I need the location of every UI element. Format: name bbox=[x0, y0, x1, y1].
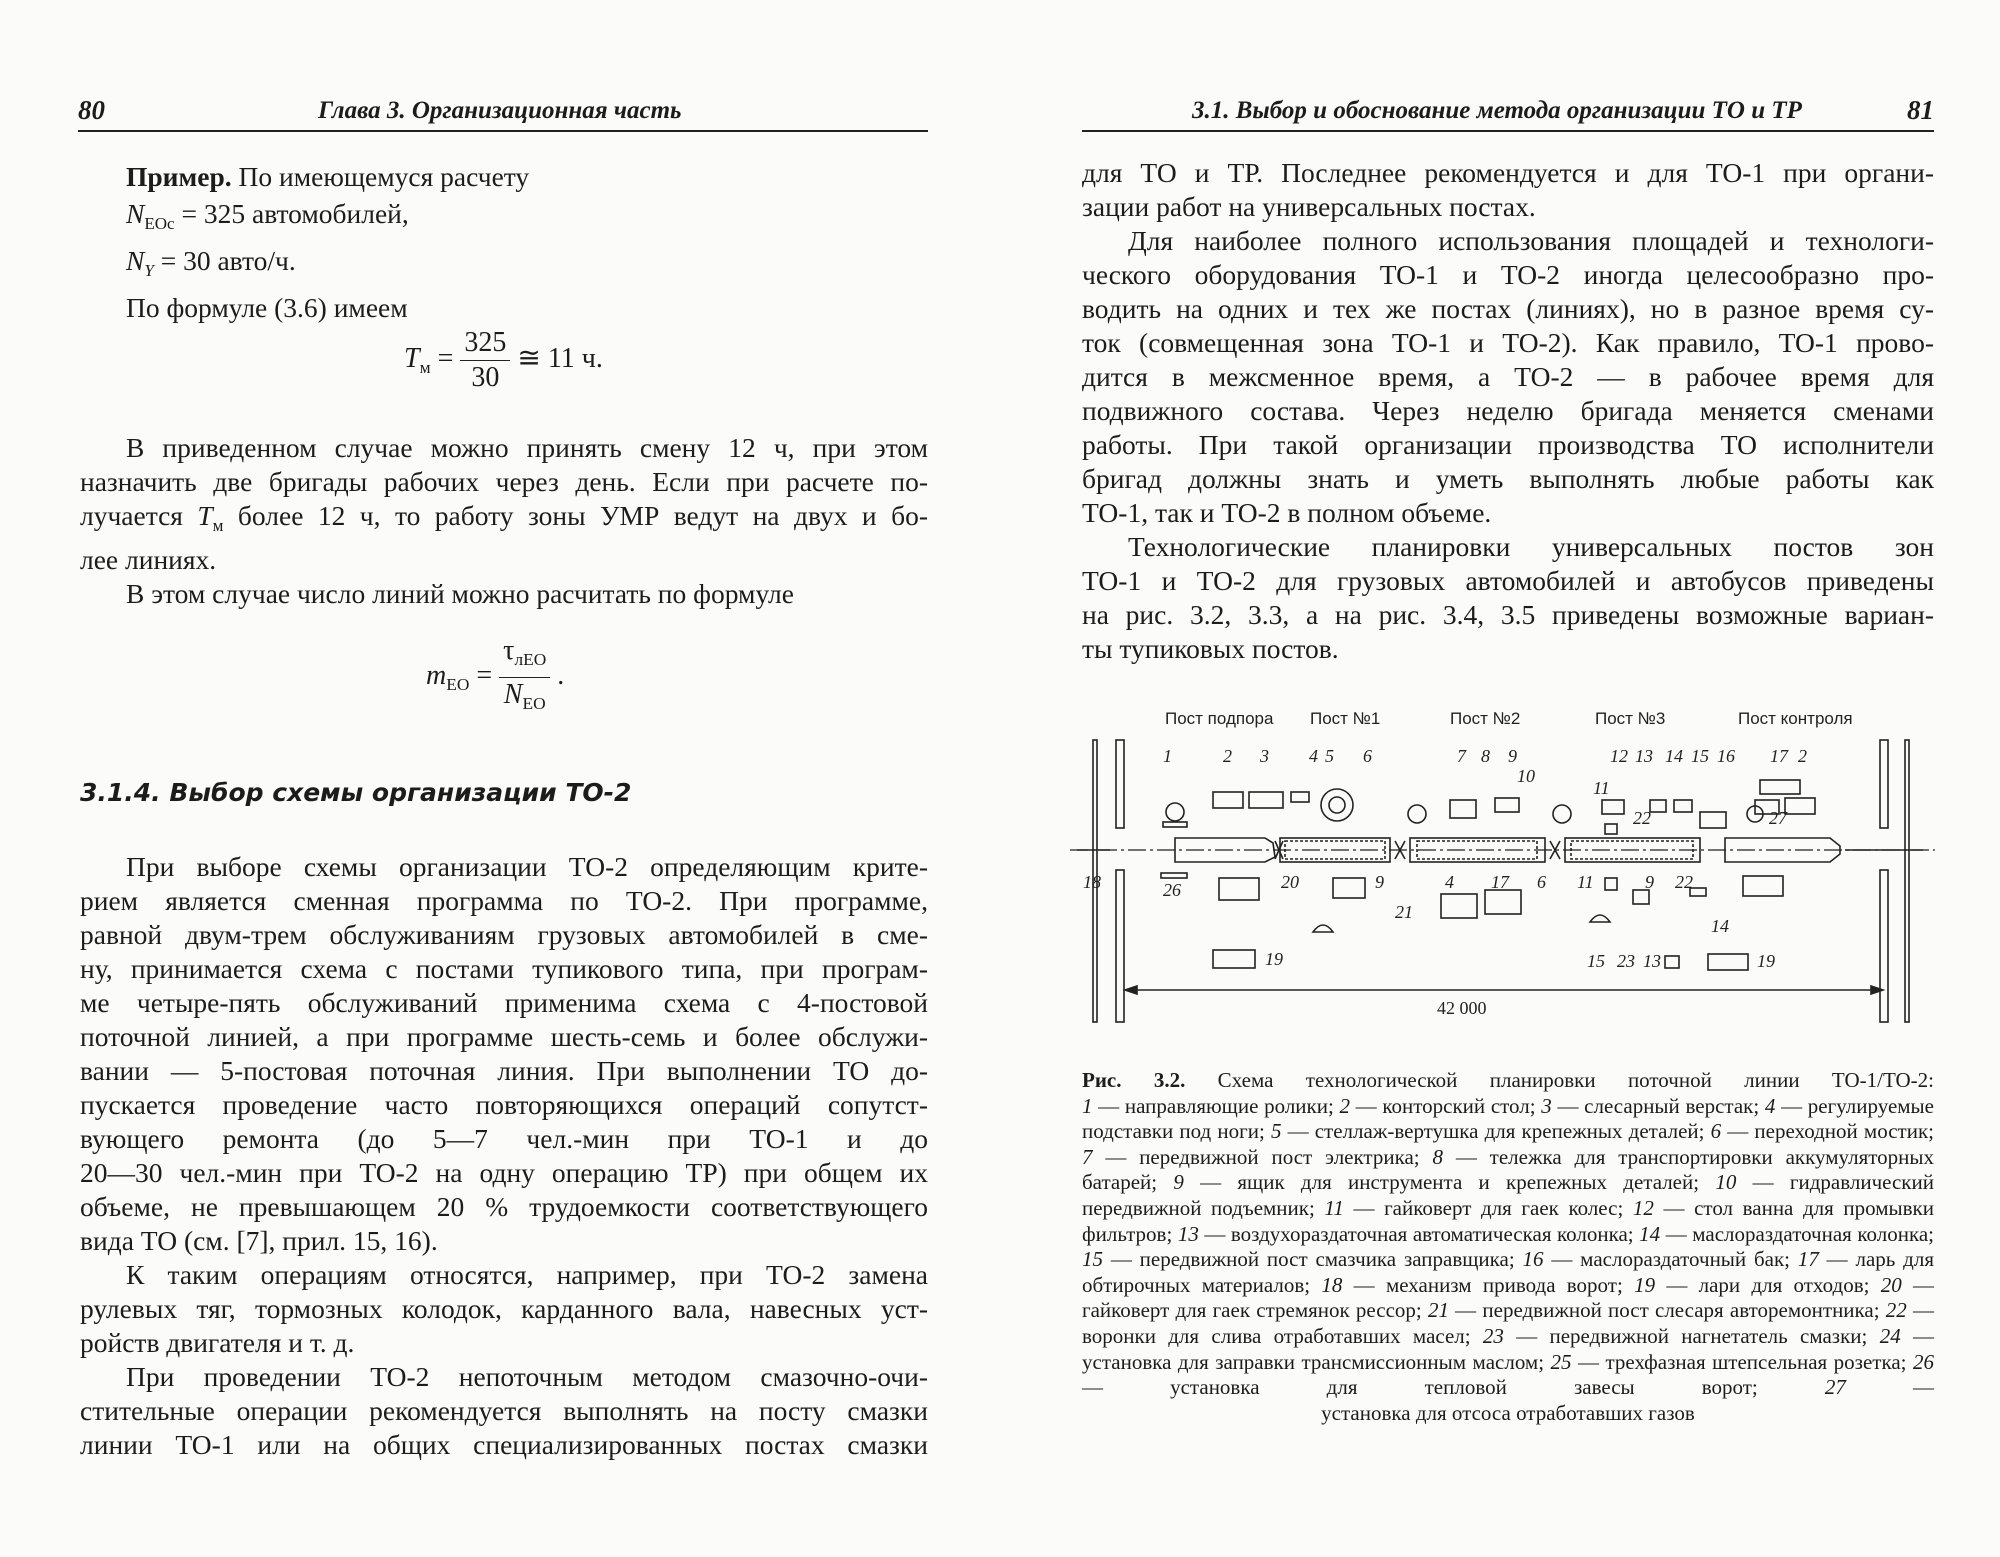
caption-item-number: 25 bbox=[1550, 1349, 1572, 1374]
bin-lower-left bbox=[1219, 878, 1259, 900]
item-lower-a bbox=[1333, 878, 1365, 898]
text-line: ну, принимается схема с постами тупикового типа, при програм- bbox=[80, 953, 928, 984]
wrench-lower bbox=[1605, 878, 1617, 890]
callout-19: 19 bbox=[1265, 949, 1283, 969]
para2: В этом случае число линий можно расчитать по формуле bbox=[126, 577, 794, 609]
post-label-3: Пост №3 bbox=[1595, 709, 1666, 728]
text-line: ты тупиковых постов. bbox=[1082, 633, 1339, 664]
caption-item-number: 8 bbox=[1432, 1144, 1443, 1169]
caption-item-number: 10 bbox=[1715, 1170, 1737, 1195]
callout-4: 4 bbox=[1309, 746, 1318, 766]
caption-item-number: 18 bbox=[1321, 1272, 1343, 1297]
paragraph-shift bbox=[80, 431, 928, 611]
section-title: 3.1.4. Выбор схемы организации ТО-2 bbox=[80, 778, 632, 807]
text-line: пускается проведение часто повторяющихся операций сопутст- bbox=[80, 1089, 928, 1120]
example-intro: По имеющемуся расчету bbox=[231, 161, 530, 192]
para1-line3 bbox=[80, 499, 928, 543]
caption-item-number: 16 bbox=[1522, 1247, 1544, 1272]
caption-text bbox=[1082, 1068, 1934, 1401]
caption-item-text: — ларь для обтирочных материалов; bbox=[1082, 1247, 1935, 1297]
figure-caption bbox=[1082, 1068, 1934, 1426]
wrench-11 bbox=[1605, 824, 1617, 834]
caption-item-number: 4 bbox=[1764, 1093, 1776, 1118]
callout-23: 23 bbox=[1617, 951, 1635, 971]
callout-7: 7 bbox=[1457, 746, 1466, 766]
bin-lower-right bbox=[1743, 876, 1783, 896]
caption-item-text: — воздухораздаточная автоматическая колонка; bbox=[1198, 1221, 1640, 1246]
caption-item-number: 1 bbox=[1082, 1093, 1093, 1118]
text-line: ческого оборудования ТО-1 и ТО-2 иногда целесообразно про- bbox=[1082, 259, 1934, 290]
text-line: работы. При такой организации производства ТО исполнители bbox=[1082, 429, 1934, 460]
text-line: ройств двигателя и т. д. bbox=[80, 1327, 355, 1358]
ny-subscript: Y bbox=[144, 260, 154, 280]
callout-15b: 15 bbox=[1587, 951, 1605, 971]
caption-item-number: 7 bbox=[1082, 1144, 1093, 1169]
caption-item-number: 14 bbox=[1639, 1221, 1661, 1246]
paragraph-lubrication bbox=[80, 1360, 928, 1462]
paragraph-universal-posts bbox=[1082, 156, 1934, 224]
callout-10: 10 bbox=[1517, 766, 1535, 786]
caption-item-text: — установка для заправки трансмиссионным маслом; bbox=[1082, 1323, 1934, 1374]
caption-item-text: — маслораздаточный бак; bbox=[1543, 1247, 1798, 1272]
caption-item-number: 13 bbox=[1177, 1221, 1199, 1246]
meo-denominator bbox=[499, 678, 550, 721]
caption-item-text: — передвижной пост электрика; bbox=[1092, 1144, 1433, 1169]
meo-fraction bbox=[499, 634, 550, 721]
text-line: водить на одних и тех же постах (линиях), но в разное время су- bbox=[1082, 293, 1934, 324]
callout-13b: 13 bbox=[1643, 951, 1661, 971]
meo-den-sub: EO bbox=[522, 694, 546, 714]
tm-equals: = bbox=[430, 342, 461, 374]
text-line: стительные операции рекомендуется выполнять на посту смазки bbox=[80, 1395, 928, 1426]
callout-1: 1 bbox=[1163, 746, 1172, 766]
waste-bin-1 bbox=[1213, 950, 1255, 968]
caption-item-number: 26 bbox=[1913, 1349, 1934, 1374]
callout-26: 26 bbox=[1163, 880, 1181, 900]
right-running-header bbox=[1082, 92, 1934, 132]
caption-item-text: — маслораздаточная колонка; bbox=[1660, 1221, 1934, 1246]
mechanic-post bbox=[1441, 894, 1477, 918]
post-label-control: Пост контроля bbox=[1738, 709, 1853, 728]
meo-num-symbol: τ bbox=[503, 635, 515, 666]
text-line: Технологические планировки универсальных постов зон bbox=[1128, 531, 1934, 562]
callout-9c: 9 bbox=[1645, 872, 1654, 892]
example-block bbox=[126, 158, 926, 326]
electric-post bbox=[1450, 800, 1476, 818]
paragraph-layouts bbox=[1082, 530, 1934, 666]
right-wall-bottom bbox=[1880, 870, 1888, 1022]
paragraph-operations bbox=[80, 1258, 928, 1360]
callout-3: 3 bbox=[1260, 746, 1269, 766]
text-line: ТО-1 и ТО-2 для грузовых автомобилей и автобусов приведены bbox=[1082, 565, 1934, 596]
guide-roller-bottom bbox=[1161, 873, 1187, 878]
ny-value: = 30 авто/ч. bbox=[153, 244, 296, 276]
tm-variable: T bbox=[404, 342, 420, 374]
caption-item-number: 19 bbox=[1634, 1272, 1656, 1297]
caption-item-number: 5 bbox=[1270, 1119, 1282, 1144]
filter-wash-table bbox=[1602, 800, 1624, 814]
desk-top bbox=[1213, 792, 1243, 808]
wiper-bin bbox=[1485, 890, 1521, 914]
air-column-lower bbox=[1665, 956, 1679, 968]
caption-item-number: 22 bbox=[1885, 1298, 1907, 1323]
meo-numerator bbox=[499, 634, 550, 678]
rack-rotary bbox=[1321, 789, 1353, 821]
caption-item-text: — воронки для слива отработавших масел; bbox=[1082, 1298, 1935, 1348]
tm-denominator: 30 bbox=[471, 362, 500, 393]
caption-item-number: 2 bbox=[1339, 1093, 1350, 1118]
callout-6b: 6 bbox=[1537, 872, 1546, 892]
caption-item-text: — передвижной пост слесаря авторемонтника; bbox=[1448, 1298, 1886, 1323]
callout-22: 22 bbox=[1633, 808, 1651, 828]
flow-line-layout-diagram bbox=[1065, 700, 1945, 1040]
oil-column bbox=[1674, 800, 1692, 812]
para1-line3-var: T bbox=[197, 500, 213, 531]
meo-tail: . bbox=[550, 659, 565, 691]
right-body-text bbox=[1082, 156, 1934, 666]
caption-item-text: — механизм привода ворот; bbox=[1342, 1272, 1635, 1297]
hood-symbol-2 bbox=[1590, 915, 1610, 922]
text-line: Для наиболее полного использования площадей и технологи- bbox=[1128, 225, 1934, 256]
callout-17: 17 bbox=[1770, 746, 1788, 766]
left-wall-top bbox=[1116, 740, 1124, 828]
text-line: линии ТО-1 или на общих специализированных постах смазки bbox=[80, 1429, 928, 1460]
caption-item-text: — регулируемые подставки под ноги; bbox=[1082, 1093, 1934, 1144]
para1-line3-sub: м bbox=[212, 515, 224, 535]
dimension-label: 42 000 bbox=[1437, 998, 1487, 1018]
left-page-number: 80 bbox=[78, 95, 105, 125]
tm-result: ≅ 11 ч. bbox=[510, 342, 603, 374]
round-item-3 bbox=[1553, 805, 1571, 823]
para1-line3-pre: лучается bbox=[80, 500, 198, 531]
caption-item-text: — слесарный верстак; bbox=[1551, 1093, 1765, 1118]
caption-label: Рис. 3.2. bbox=[1082, 1068, 1186, 1092]
callout-11: 11 bbox=[1593, 778, 1610, 798]
text-line: ме четыре-пять обслуживаний применима схема с 4-постовой bbox=[80, 987, 928, 1018]
callout-11b: 11 bbox=[1577, 872, 1594, 892]
text-line: рулевых тяг, тормозных колодок, карданного вала, навесных уст- bbox=[80, 1293, 928, 1324]
caption-item-text: — передвижной нагнетатель смазки; bbox=[1503, 1323, 1880, 1348]
paragraph-to2-schema bbox=[80, 850, 928, 1258]
callout-20: 20 bbox=[1281, 872, 1299, 892]
text-line: поточной линией, а при программе шесть-семь и более обслужи- bbox=[80, 1021, 928, 1052]
caption-item-number: 24 bbox=[1879, 1323, 1901, 1348]
callout-14b: 14 bbox=[1711, 916, 1729, 936]
caption-item-number: 3 bbox=[1541, 1093, 1552, 1118]
callout-21: 21 bbox=[1395, 902, 1413, 922]
desk-top-2 bbox=[1785, 798, 1815, 814]
text-line: бригад должны знать и уметь выполнять любые работы как bbox=[1082, 463, 1934, 494]
waste-bin-2 bbox=[1708, 954, 1748, 970]
grease-pump bbox=[1633, 890, 1649, 904]
post-label-1: Пост №1 bbox=[1310, 709, 1381, 728]
callout-16: 16 bbox=[1717, 746, 1735, 766]
text-line: на рис. 3.2, 3.3, а на рис. 3.4, 3.5 приведены возможные вариан- bbox=[1082, 599, 1934, 630]
caption-item-text: — гайковерт для гаек стремянок рессор; bbox=[1082, 1272, 1934, 1323]
example-label: Пример. bbox=[126, 161, 232, 192]
caption-item-text: — конторский стол; bbox=[1350, 1093, 1542, 1118]
callout-2: 2 bbox=[1223, 746, 1232, 766]
formula-tm bbox=[404, 326, 603, 395]
para1-line1: В приведенном случае можно принять смену 12 ч, при этом bbox=[126, 432, 928, 463]
right-wall-outer bbox=[1905, 740, 1909, 1022]
callout-22b: 22 bbox=[1675, 872, 1693, 892]
text-line: ток (совмещенная зона ТО-1 и ТО-2). Как правило, ТО-1 прово- bbox=[1082, 327, 1934, 358]
air-column bbox=[1650, 800, 1666, 812]
text-line: подвижного состава. Через неделю бригада меняется сменами bbox=[1082, 395, 1934, 426]
top-box bbox=[1760, 780, 1800, 794]
caption-item-text: — гидравлический передвижной подъемник; bbox=[1082, 1170, 1934, 1220]
caption-item-number: 15 bbox=[1082, 1247, 1103, 1272]
hood-symbol-1 bbox=[1313, 925, 1333, 932]
tm-subscript: м bbox=[419, 357, 431, 377]
round-item-1 bbox=[1166, 803, 1184, 821]
text-line: При выборе схемы организации ТО-2 определяющим крите- bbox=[126, 851, 928, 882]
text-line: равной двум-трем обслуживаниям грузовых автомобилей в сме- bbox=[80, 919, 928, 950]
caption-title: Схема технологической планировки поточной линии ТО-1/ТО-2: bbox=[1185, 1068, 1934, 1092]
text-line: дится в межсменное время, а ТО-2 — в рабочее время для bbox=[1082, 361, 1934, 392]
neo-value: = 325 автомобилей, bbox=[174, 198, 409, 229]
callout-19b: 19 bbox=[1757, 951, 1775, 971]
caption-item-text: — направляющие ролики; bbox=[1092, 1093, 1340, 1118]
callout-8: 8 bbox=[1481, 746, 1490, 766]
text-line: объеме, не превышающем 20 % трудоемкости соответствующего bbox=[80, 1191, 928, 1222]
text-line: 20—30 чел.-мин при ТО-2 на одну операцию ТР) при общем их bbox=[80, 1157, 928, 1188]
callout-9b: 9 bbox=[1375, 872, 1384, 892]
text-line: для ТО и ТР. Последнее рекомендуется и для ТО-1 при органи- bbox=[1082, 157, 1934, 188]
caption-item-text: — ящик для инструмента и крепежных деталей; bbox=[1183, 1170, 1716, 1195]
post-label-2: Пост №2 bbox=[1450, 709, 1521, 728]
caption-item-number: 6 bbox=[1710, 1119, 1722, 1144]
battery-trolley bbox=[1495, 798, 1519, 812]
guide-roller-top bbox=[1163, 822, 1187, 827]
meo-den-symbol: N bbox=[503, 679, 523, 711]
callout-4b: 4 bbox=[1445, 872, 1454, 892]
caption-item-number: 11 bbox=[1324, 1195, 1344, 1220]
caption-item-text: — установка для тепловой завесы ворот; bbox=[1082, 1375, 1825, 1400]
rack-rotary-inner bbox=[1329, 797, 1345, 813]
round-item-2 bbox=[1408, 805, 1426, 823]
left-running-header bbox=[78, 92, 928, 132]
text-line: К таким операциям относятся, например, при ТО-2 замена bbox=[126, 1259, 928, 1290]
caption-item-text: — стол ванна для промывки фильтров; bbox=[1082, 1195, 1934, 1246]
caption-item-text: — стеллаж-вертушка для крепежных деталей; bbox=[1281, 1119, 1711, 1144]
callout-27: 27 bbox=[1769, 808, 1787, 828]
meo-equals: = bbox=[469, 659, 500, 691]
callout-9: 9 bbox=[1508, 746, 1517, 766]
left-wall-bottom bbox=[1116, 870, 1124, 1022]
meo-subscript: EO bbox=[446, 675, 470, 695]
workbench-top bbox=[1249, 792, 1283, 808]
neo-variable: N bbox=[126, 198, 145, 229]
caption-item-text: — гайковерт для гаек колес; bbox=[1343, 1195, 1633, 1220]
text-line: рием является сменная программа по ТО-2. При программе, bbox=[80, 885, 928, 916]
right-wall-top bbox=[1880, 740, 1888, 828]
tm-numerator: 325 bbox=[460, 326, 510, 361]
para1-line2: назначить две бригады рабочих через день. Если при расчете по- bbox=[80, 466, 928, 497]
caption-item-text: — лари для отходов; bbox=[1655, 1272, 1881, 1297]
caption-last-line: установка для отсоса отработавших газов bbox=[1321, 1400, 1695, 1425]
text-line: вующего ремонта (до 5—7 чел.-мин при ТО-1 и до bbox=[80, 1123, 928, 1154]
caption-item-number: 17 bbox=[1797, 1247, 1819, 1272]
text-line: ТО-1, так и ТО-2 в полном объеме. bbox=[1082, 497, 1492, 528]
formula-meo bbox=[426, 634, 564, 721]
callout-5: 5 bbox=[1325, 746, 1334, 766]
text-line: При проведении ТО-2 непоточным методом смазочно-очи- bbox=[126, 1361, 928, 1392]
lubricator-post bbox=[1700, 812, 1726, 828]
meo-variable: m bbox=[426, 659, 447, 691]
left-page bbox=[0, 0, 990, 1557]
caption-item-text: — тележка для транспортировки аккумуляторных батарей; bbox=[1082, 1144, 1934, 1195]
callout-17b: 17 bbox=[1491, 872, 1509, 892]
left-body-text bbox=[80, 850, 928, 1462]
caption-item-number: 9 bbox=[1173, 1170, 1184, 1195]
para1-line4: лее линиях. bbox=[80, 543, 217, 575]
text-line: вида ТО (см. [7], прил. 15, 16). bbox=[80, 1225, 438, 1256]
callout-12: 12 bbox=[1610, 746, 1628, 766]
right-running-head-title: 3.1. Выбор и обоснование метода организации ТО и ТР bbox=[1192, 97, 1802, 124]
caption-item-number: 12 bbox=[1632, 1195, 1654, 1220]
meo-num-sub: лEO bbox=[514, 650, 547, 670]
para1-line3-post: более 12 ч, то работу зоны УМР ведут на двух и бо- bbox=[223, 500, 928, 531]
caption-item-number: 23 bbox=[1482, 1323, 1504, 1348]
ny-variable: N bbox=[126, 244, 145, 276]
caption-item-text: — трехфазная штепсельная розетка; bbox=[1571, 1349, 1913, 1374]
tm-fraction bbox=[460, 326, 510, 395]
caption-item-number: 21 bbox=[1427, 1298, 1449, 1323]
callout-15: 15 bbox=[1691, 746, 1709, 766]
caption-item-number: 27 bbox=[1824, 1375, 1846, 1400]
paragraph-combined-zone bbox=[1082, 224, 1934, 530]
item-top-a bbox=[1291, 792, 1309, 802]
caption-item-text: — передвижной пост смазчика заправщика; bbox=[1103, 1247, 1523, 1272]
post-label-support: Пост подпора bbox=[1165, 709, 1274, 728]
caption-item-number: 20 bbox=[1880, 1272, 1902, 1297]
neo-subscript: EOc bbox=[144, 213, 175, 233]
callout-13: 13 bbox=[1635, 746, 1653, 766]
left-running-head-title: Глава 3. Организационная часть bbox=[318, 97, 682, 124]
caption-item-text: — переходной мостик; bbox=[1721, 1119, 1934, 1144]
callout-2b: 2 bbox=[1798, 746, 1807, 766]
right-page-number: 81 bbox=[1907, 95, 1934, 125]
formula-ref: По формуле (3.6) имеем bbox=[126, 291, 408, 323]
callout-18: 18 bbox=[1083, 872, 1101, 892]
callout-14: 14 bbox=[1665, 746, 1683, 766]
callout-6: 6 bbox=[1363, 746, 1372, 766]
caption-item-text: — bbox=[1845, 1375, 1934, 1400]
text-line: вании — 5-постовая поточная линия. При выполнении ТО до- bbox=[80, 1055, 928, 1086]
text-line: зации работ на универсальных постах. bbox=[1082, 191, 1536, 222]
